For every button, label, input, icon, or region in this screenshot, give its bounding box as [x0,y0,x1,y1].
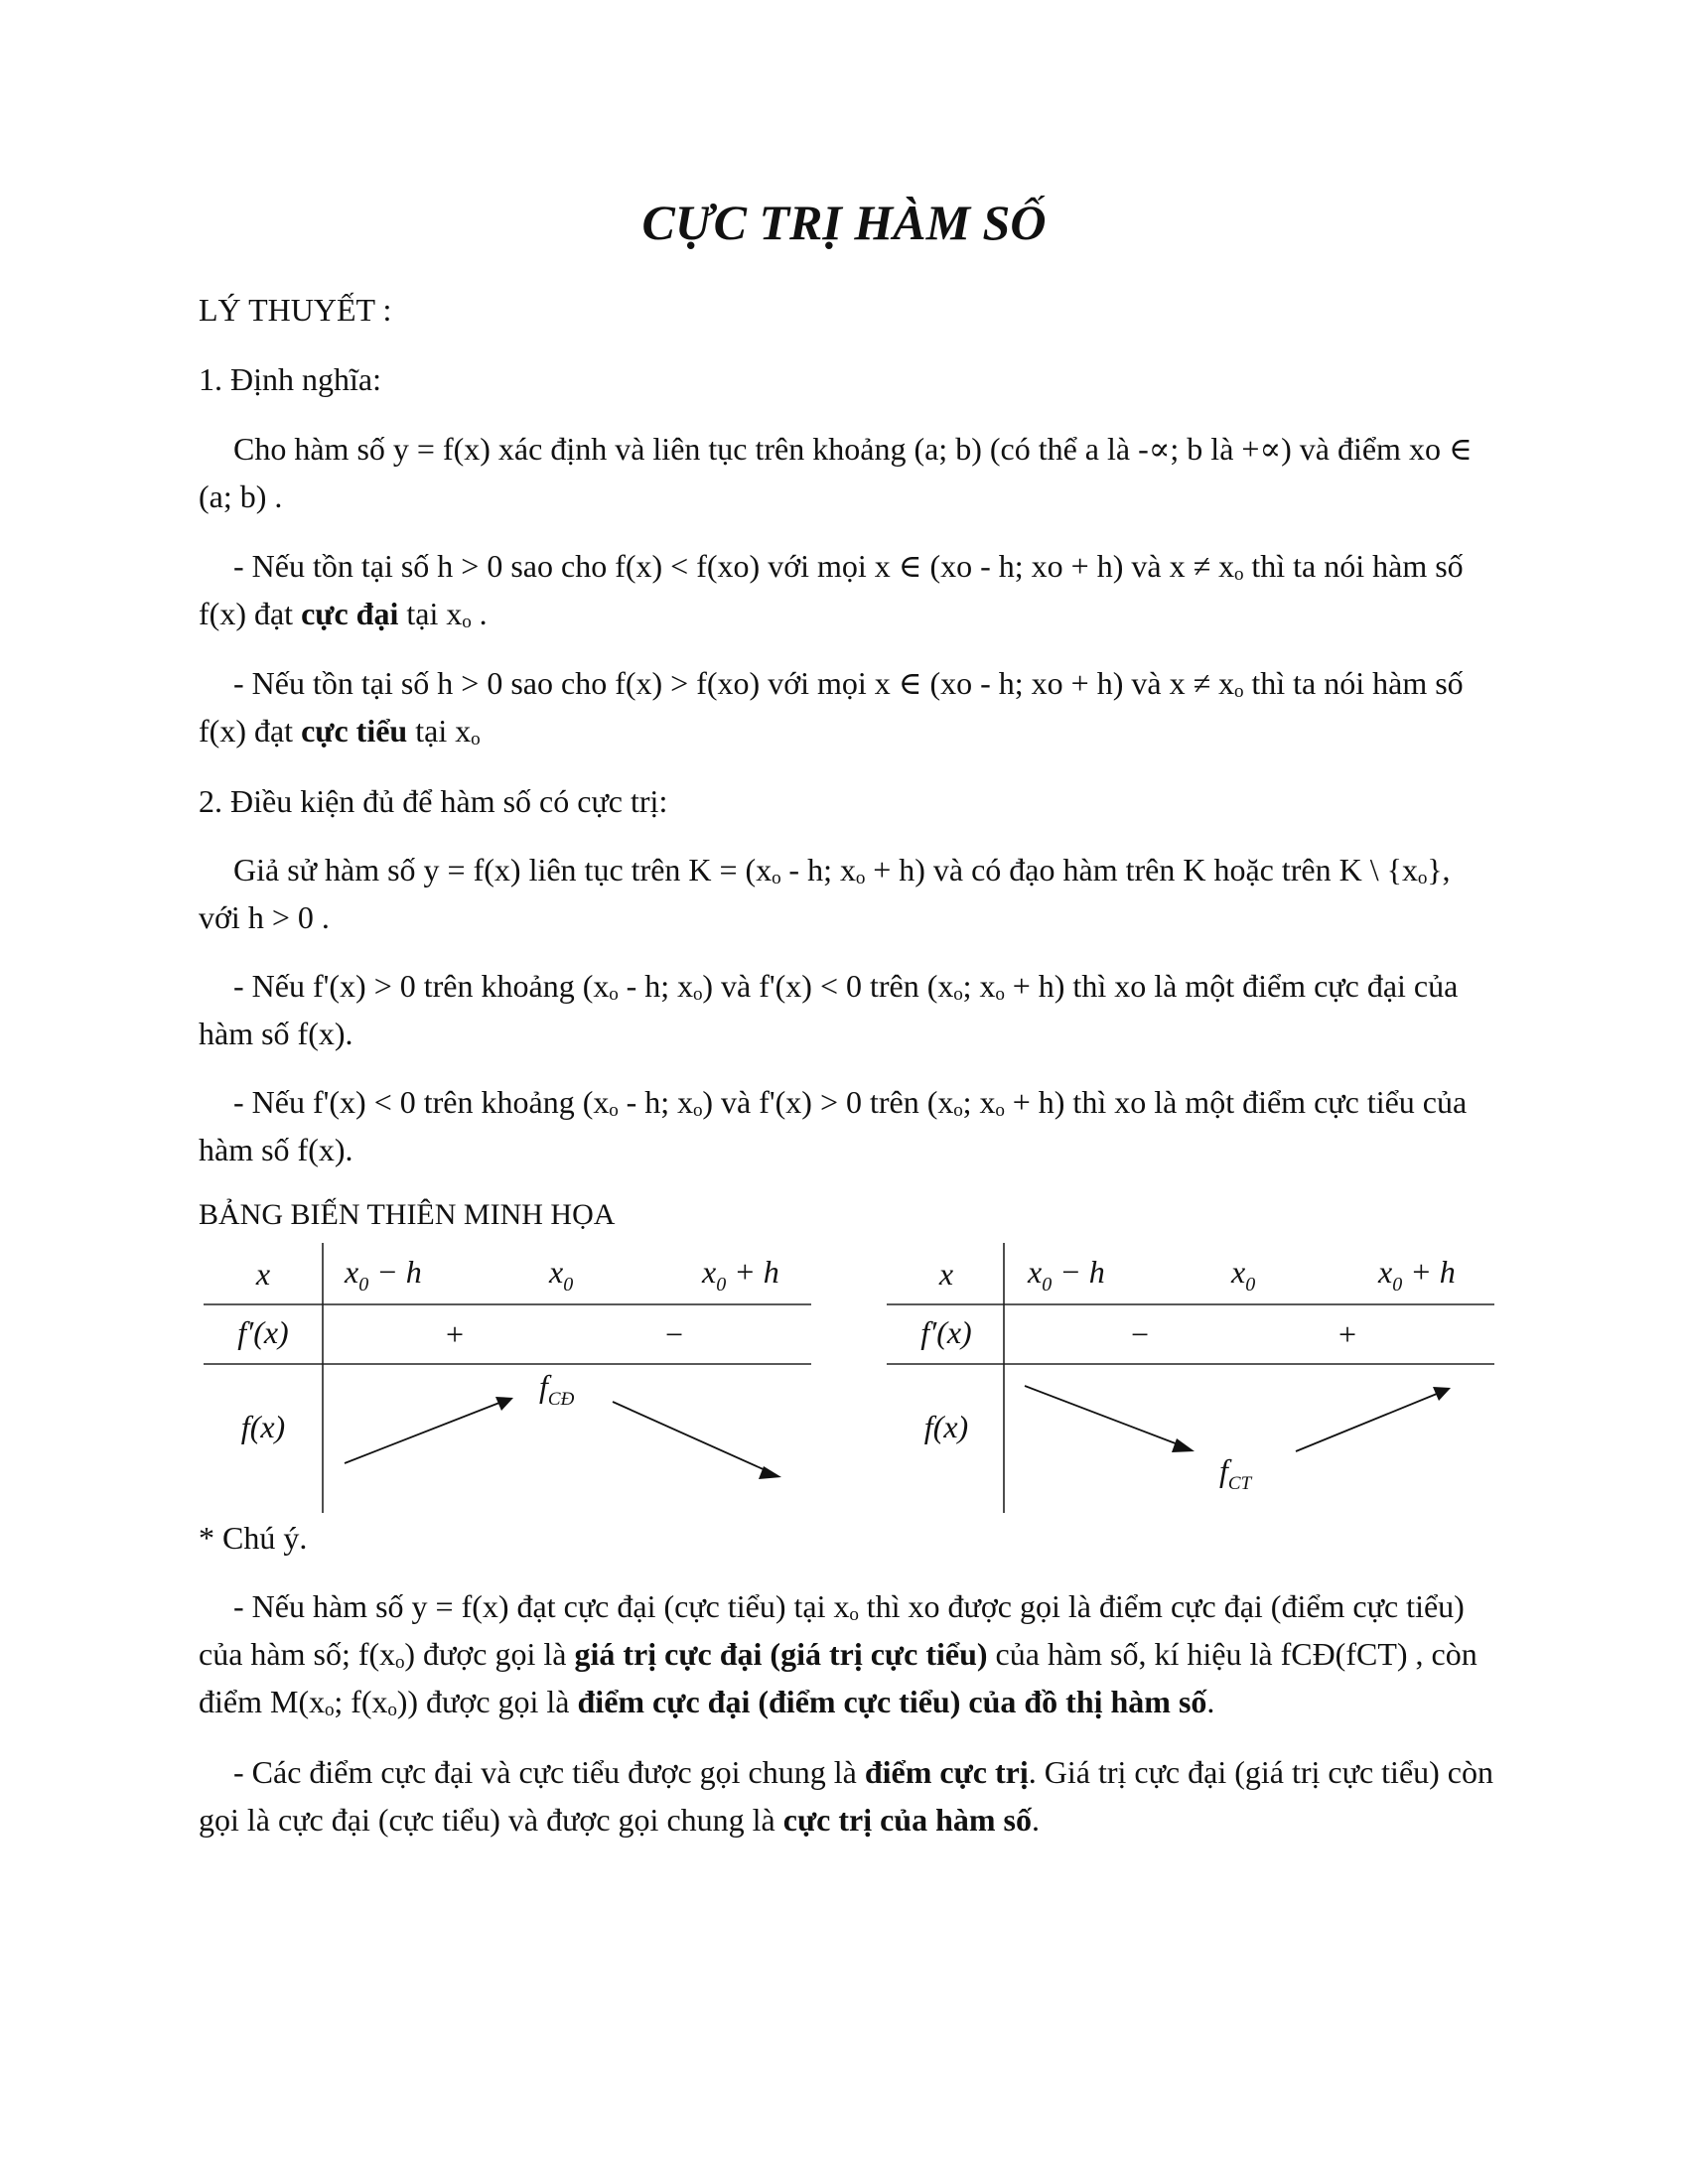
function-extremum-term: cực trị của hàm số [782,1802,1032,1838]
header-x0-minus-h: $x_0 - h$ [345,1254,422,1296]
header-x0-plus-h: $x_0 + h$ [1378,1254,1456,1296]
extremum-value-term: giá trị cực đại (giá trị cực tiểu) [574,1636,988,1672]
note-paragraph-extremum-definition: - Nếu hàm số y = f(x) đạt cực đại (cực tiểu) tại xₒ thì xo được gọi là điểm cực đại (điểm cực tiểu) của hàm số; f(xₒ) được gọi là giá trị cực đại (giá trị cực tiểu) của hàm số, kí hiệu là fCĐ(fCT) , còn điểm M(xₒ; f(xₒ)) được gọi là điểm cực đại (điểm cực tiểu) của đồ thị hàm số. [199,1588,1477,1719]
derivative-sign-right: + [1337,1316,1357,1352]
row-label-function: f(x) [923,1409,969,1444]
maximum-value-label: $f_{CĐ}$ [539,1368,575,1410]
row-label-x: x [255,1256,271,1292]
minimum-value-label: $f_{CT}$ [1219,1452,1252,1494]
note-heading: * Chú ý. [199,1520,308,1556]
increasing-arrow [345,1403,499,1463]
row-label-x: x [938,1256,954,1292]
derivative-sign-left: + [445,1316,465,1352]
variation-table-heading: BẢNG BIẾN THIÊN MINH HỌA [199,1198,616,1231]
header-x0: $x_0$ [549,1254,574,1296]
row-label-derivative: f′(x) [920,1314,972,1350]
minimum-term: cực tiểu [301,713,408,749]
header-x0-plus-h: $x_0 + h$ [702,1254,779,1296]
definition-heading: 1. Định nghĩa: [199,361,381,397]
variation-table-minimum [887,1243,1494,1513]
variation-table-maximum [204,1243,811,1513]
extremum-point-term: điểm cực đại (điểm cực tiểu) của đồ thị hàm số [577,1684,1207,1719]
definition-paragraph: Cho hàm số y = f(x) xác định và liên tục trên khoảng (a; b) (có thể a là -∝; b là +∝) và điểm xo ∈ (a; b) . [199,431,1473,514]
maximum-condition-paragraph: - Nếu f'(x) > 0 trên khoảng (xₒ - h; xₒ) và f'(x) < 0 trên (xₒ; xₒ + h) thì xo là một điểm cực đại của hàm số f(x). [199,968,1459,1051]
sufficient-condition-heading: 2. Điều kiện đủ để hàm số có cực trị: [199,783,668,819]
increasing-arrow [1296,1394,1437,1451]
page-title: CỰC TRỊ HÀM SỐ [641,195,1047,250]
minimum-condition-paragraph: - Nếu f'(x) < 0 trên khoảng (xₒ - h; xₒ) và f'(x) > 0 trên (xₒ; xₒ + h) thì xo là một điểm cực tiểu của hàm số f(x). [199,1084,1468,1167]
row-label-derivative: f′(x) [237,1314,289,1350]
note-paragraph-extremum-general: - Các điểm cực đại và cực tiểu được gọi chung là điểm cực trị. Giá trị cực đại (giá trị cực tiểu) còn gọi là cực đại (cực tiểu) và được gọi chung là cực trị của hàm số. [199,1754,1493,1838]
section-theory-heading: LÝ THUYẾT : [199,292,392,328]
decreasing-arrow [1025,1386,1181,1445]
row-label-function: f(x) [240,1409,286,1444]
maximum-definition-paragraph: - Nếu tồn tại số h > 0 sao cho f(x) < f(xo) với mọi x ∈ (xo - h; xo + h) và x ≠ xₒ thì ta nói hàm số f(x) đạt cực đại tại xₒ . [199,548,1464,631]
maximum-term: cực đại [301,596,399,631]
condition-paragraph: Giả sử hàm số y = f(x) liên tục trên K = (xₒ - h; xₒ + h) và có đạo hàm trên K hoặc trên K \ {xₒ}, với h > 0 . [199,852,1451,935]
header-x0-minus-h: $x_0 - h$ [1028,1254,1105,1296]
derivative-sign-right: − [664,1316,684,1352]
derivative-sign-left: − [1130,1316,1150,1352]
minimum-definition-paragraph: - Nếu tồn tại số h > 0 sao cho f(x) > f(xo) với mọi x ∈ (xo - h; xo + h) và x ≠ xₒ thì ta nói hàm số f(x) đạt cực tiểu tại xₒ [199,665,1464,749]
decreasing-arrow [613,1402,768,1471]
header-x0: $x_0$ [1231,1254,1256,1296]
extremum-point-general-term: điểm cực trị [864,1754,1029,1790]
